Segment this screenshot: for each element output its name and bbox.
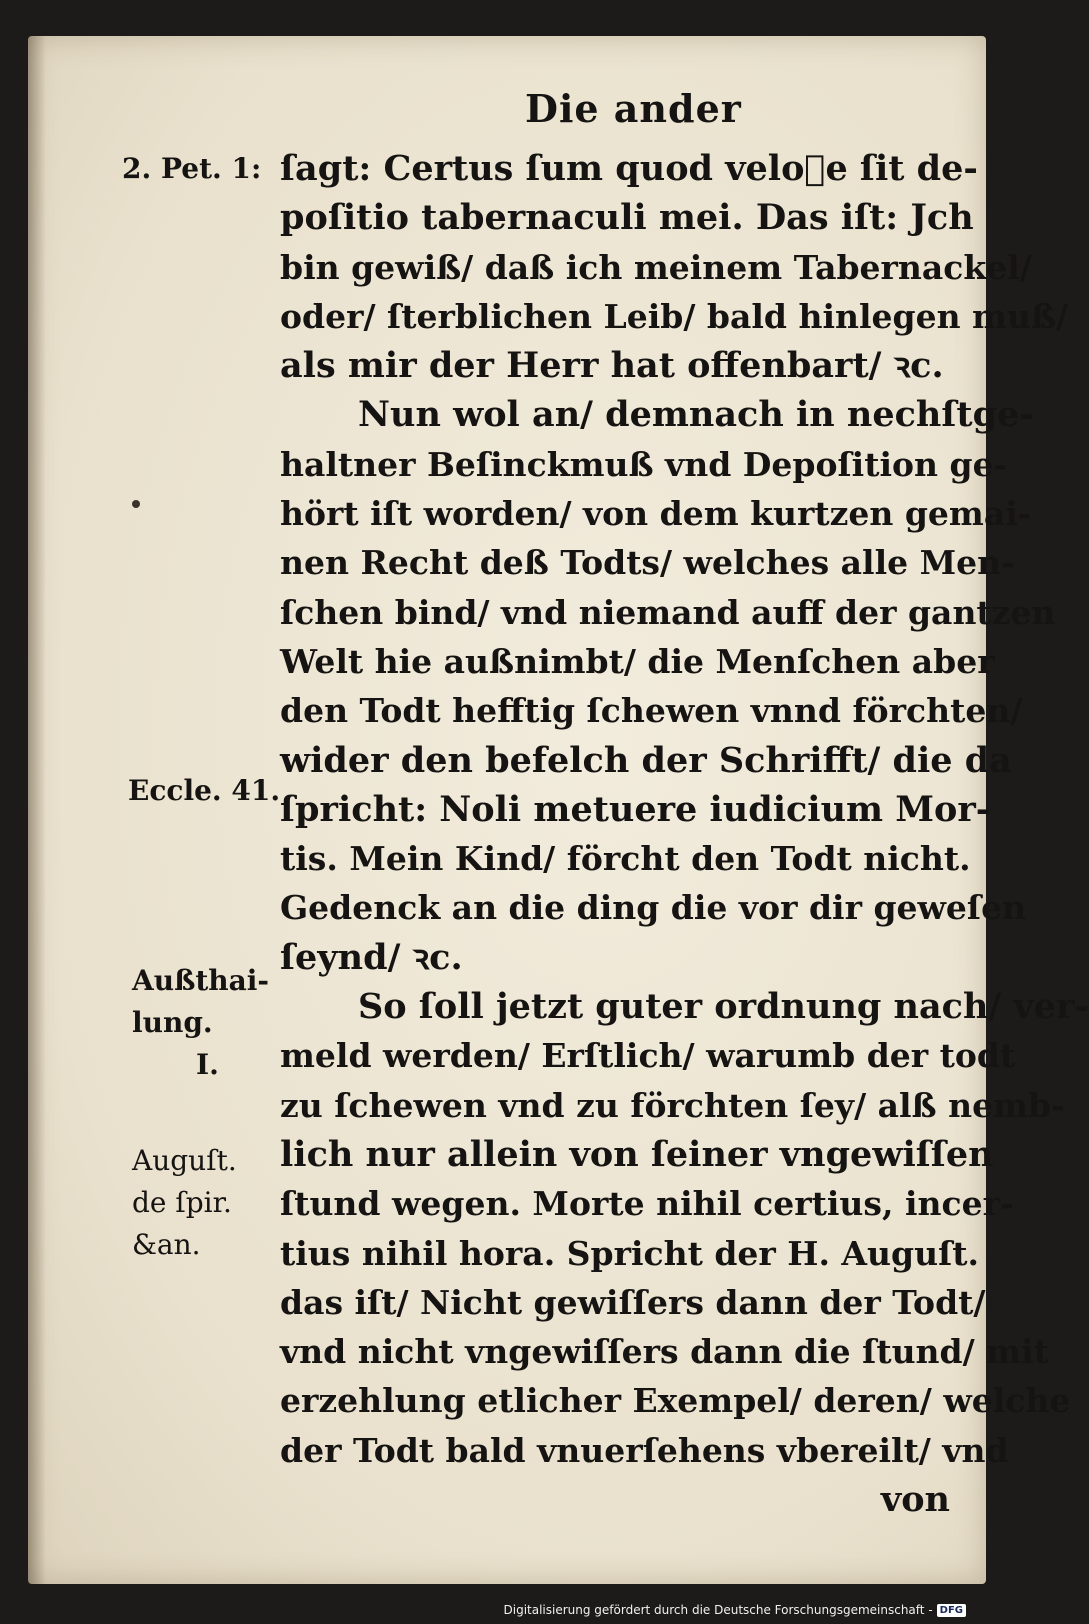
body-line: vnd nicht vngewiſſers dann die ſtund/ mit bbox=[280, 1332, 1049, 1372]
body-line: ſagt: Certus ſum quod velo᷑e ſit de- bbox=[280, 148, 978, 189]
body-line: zu ſchewen vnd zu förchten ſey/ alß nemb- bbox=[280, 1085, 1065, 1125]
body-line: ſpricht: Noli metuere iudicium Mor- bbox=[280, 788, 991, 830]
body-line: bin gewiß/ daß ich meinem Tabernackel/ bbox=[280, 247, 1032, 287]
body-line: Welt hie außnimbt/ die Menſchen aber bbox=[280, 641, 995, 681]
dfg-logo: DFG bbox=[937, 1604, 966, 1617]
body-line: ſeynd/ ꝛc. bbox=[280, 936, 463, 978]
margin-note-section bbox=[132, 960, 272, 1086]
page-gutter-shadow bbox=[28, 36, 46, 1584]
catchword: von bbox=[880, 1479, 950, 1521]
margin-section-label-1: Außthai- bbox=[132, 964, 270, 997]
body-line: poſitio tabernaculi mei. Das iſt: Jch bbox=[280, 197, 974, 239]
body-line: wider den befelch der Schrifft/ die da bbox=[280, 739, 1012, 781]
body-line: das iſt/ Nicht gewiſſers dann der Todt/ bbox=[280, 1282, 986, 1322]
body-line: ſtund wegen. Morte nihil certius, incer- bbox=[280, 1184, 1014, 1224]
body-text bbox=[280, 144, 1089, 1524]
body-line: den Todt hefftig ſchewen vnnd förchten/ bbox=[280, 691, 1023, 731]
body-line: nen Recht deß Todts/ welches alle Men- bbox=[280, 543, 1015, 583]
margin-mark bbox=[132, 500, 140, 508]
margin-section-number: I. bbox=[196, 1048, 219, 1081]
body-line: Nun wol an/ demnach in nechſtge- bbox=[358, 394, 1034, 436]
body-line: tius nihil hora. Spricht der H. Auguſt. bbox=[280, 1233, 980, 1273]
margin-note-august bbox=[132, 1140, 237, 1266]
body-line: tis. Mein Kind/ förcht den Todt nicht. bbox=[280, 839, 971, 879]
margin-note-pet: 2. Pet. 1: bbox=[122, 152, 262, 185]
digitization-footer bbox=[504, 1600, 967, 1620]
margin-august-line-2: de ſpir. bbox=[132, 1186, 232, 1219]
body-line: lich nur allein von ſeiner vngewiſſen bbox=[280, 1133, 994, 1175]
body-line: erzehlung etlicher Exempel/ deren/ welche bbox=[280, 1381, 1071, 1421]
body-line: ſchen bind/ vnd niemand auff der gantzen bbox=[280, 592, 1056, 632]
margin-august-line-3: &an. bbox=[132, 1228, 201, 1261]
body-line: als mir der Herr hat offenbart/ ꝛc. bbox=[280, 345, 944, 387]
footer-credit: Digitalisierung gefördert durch die Deutsche Forschungsgemeinschaft - bbox=[503, 1603, 933, 1617]
body-line: So ſoll jetzt guter ordnung nach/ ver- bbox=[358, 986, 1089, 1028]
running-head: Die ander bbox=[525, 86, 742, 131]
body-line: oder/ ſterblichen Leib/ bald hinlegen muß/ bbox=[280, 296, 1069, 336]
body-line: Gedenck an die ding die vor dir geweſen bbox=[280, 888, 1027, 928]
margin-note-eccle: Eccle. 41. bbox=[128, 774, 281, 807]
body-line: meld werden/ Erſtlich/ warumb der todt bbox=[280, 1036, 1016, 1076]
margin-section-label-2: lung. bbox=[132, 1006, 213, 1039]
body-line: hört iſt worden/ von dem kurtzen gemai- bbox=[280, 494, 1032, 534]
body-line: haltner Beſinckmuß vnd Depoſition ge- bbox=[280, 444, 1008, 484]
margin-august-line-1: Auguſt. bbox=[132, 1144, 237, 1177]
body-line: der Todt bald vnuerſehens vbereilt/ vnd bbox=[280, 1430, 1009, 1470]
